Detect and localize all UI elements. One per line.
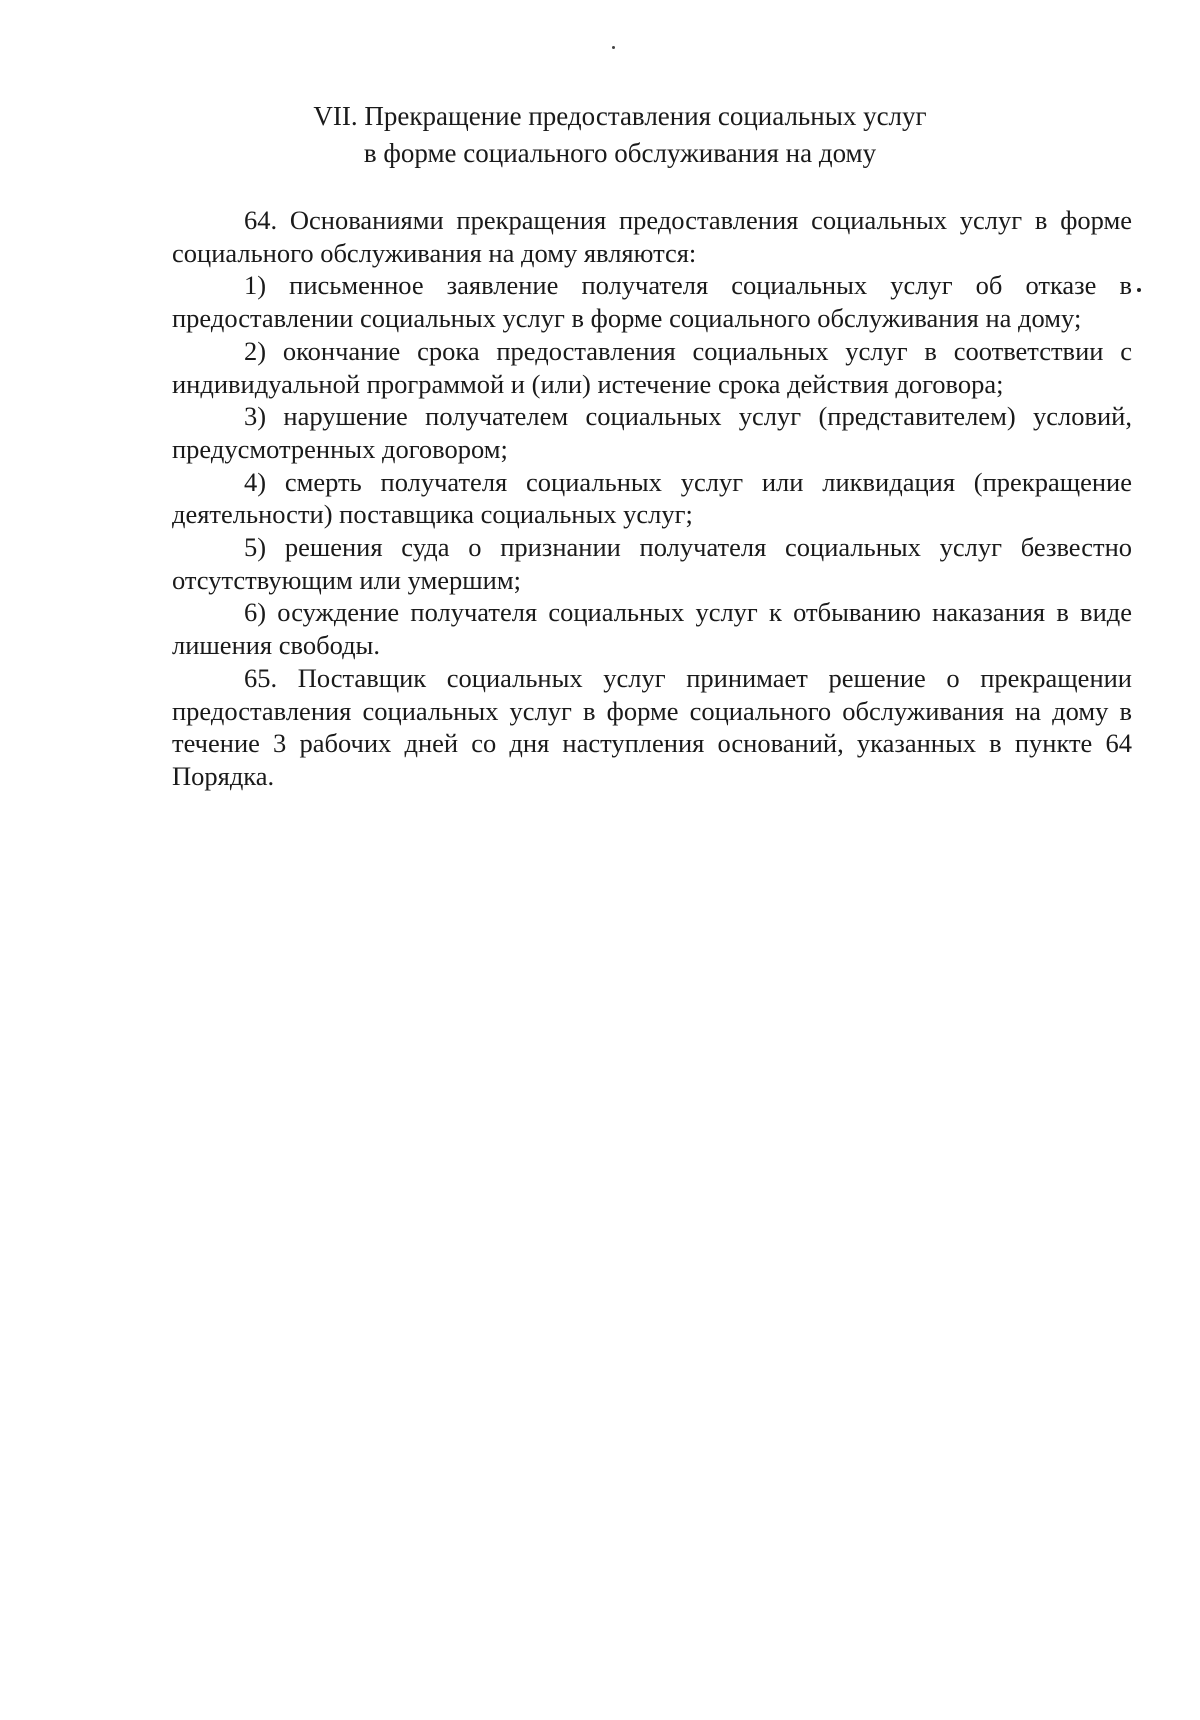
section-title-line-2: в форме социального обслуживания на дому [363,138,877,168]
clause-64-item-4: 4) смерть получателя социальных услуг или ликвидация (прекращение деятельности) поставщика социальных услуг; [172,466,1132,530]
scan-speck [612,46,615,49]
section-title-line-1: VII. Прекращение предоставления социальных услуг [313,101,927,131]
section-heading [170,98,1070,172]
clause-64-item-2: 2) окончание срока предоставления социальных услуг в соответствии с индивидуальной программой и (или) истечение срока действия договора; [172,335,1132,399]
document-body [172,204,1132,793]
clause-65: 65. Поставщик социальных услуг принимает решение о прекращении предоставления социальных услуг в форме социального обслуживания на дому в течение 3 рабочих дней со дня наступления оснований, указанных в пункте 64 Порядка. [172,662,1132,791]
clause-64-intro: 64. Основаниями прекращения предоставления социальных услуг в форме социального обслуживания на дому являются: [172,205,1132,268]
clause-64-item-3: 3) нарушение получателем социальных услуг (представителем) условий, предусмотренных договором; [172,401,1132,464]
clause-64-item-6: 6) осуждение получателя социальных услуг к отбыванию наказания в виде лишения свободы. [172,597,1132,661]
clause-64-item-5: 5) решения суда о признании получателя социальных услуг безвестно отсутствующим или умершим; [172,532,1132,595]
scan-speck [1137,288,1141,292]
clause-64-item-1: 1) письменное заявление получателя социальных услуг об отказе в предоставлении социальных услуг в форме социального обслуживания на дому; [172,270,1132,334]
